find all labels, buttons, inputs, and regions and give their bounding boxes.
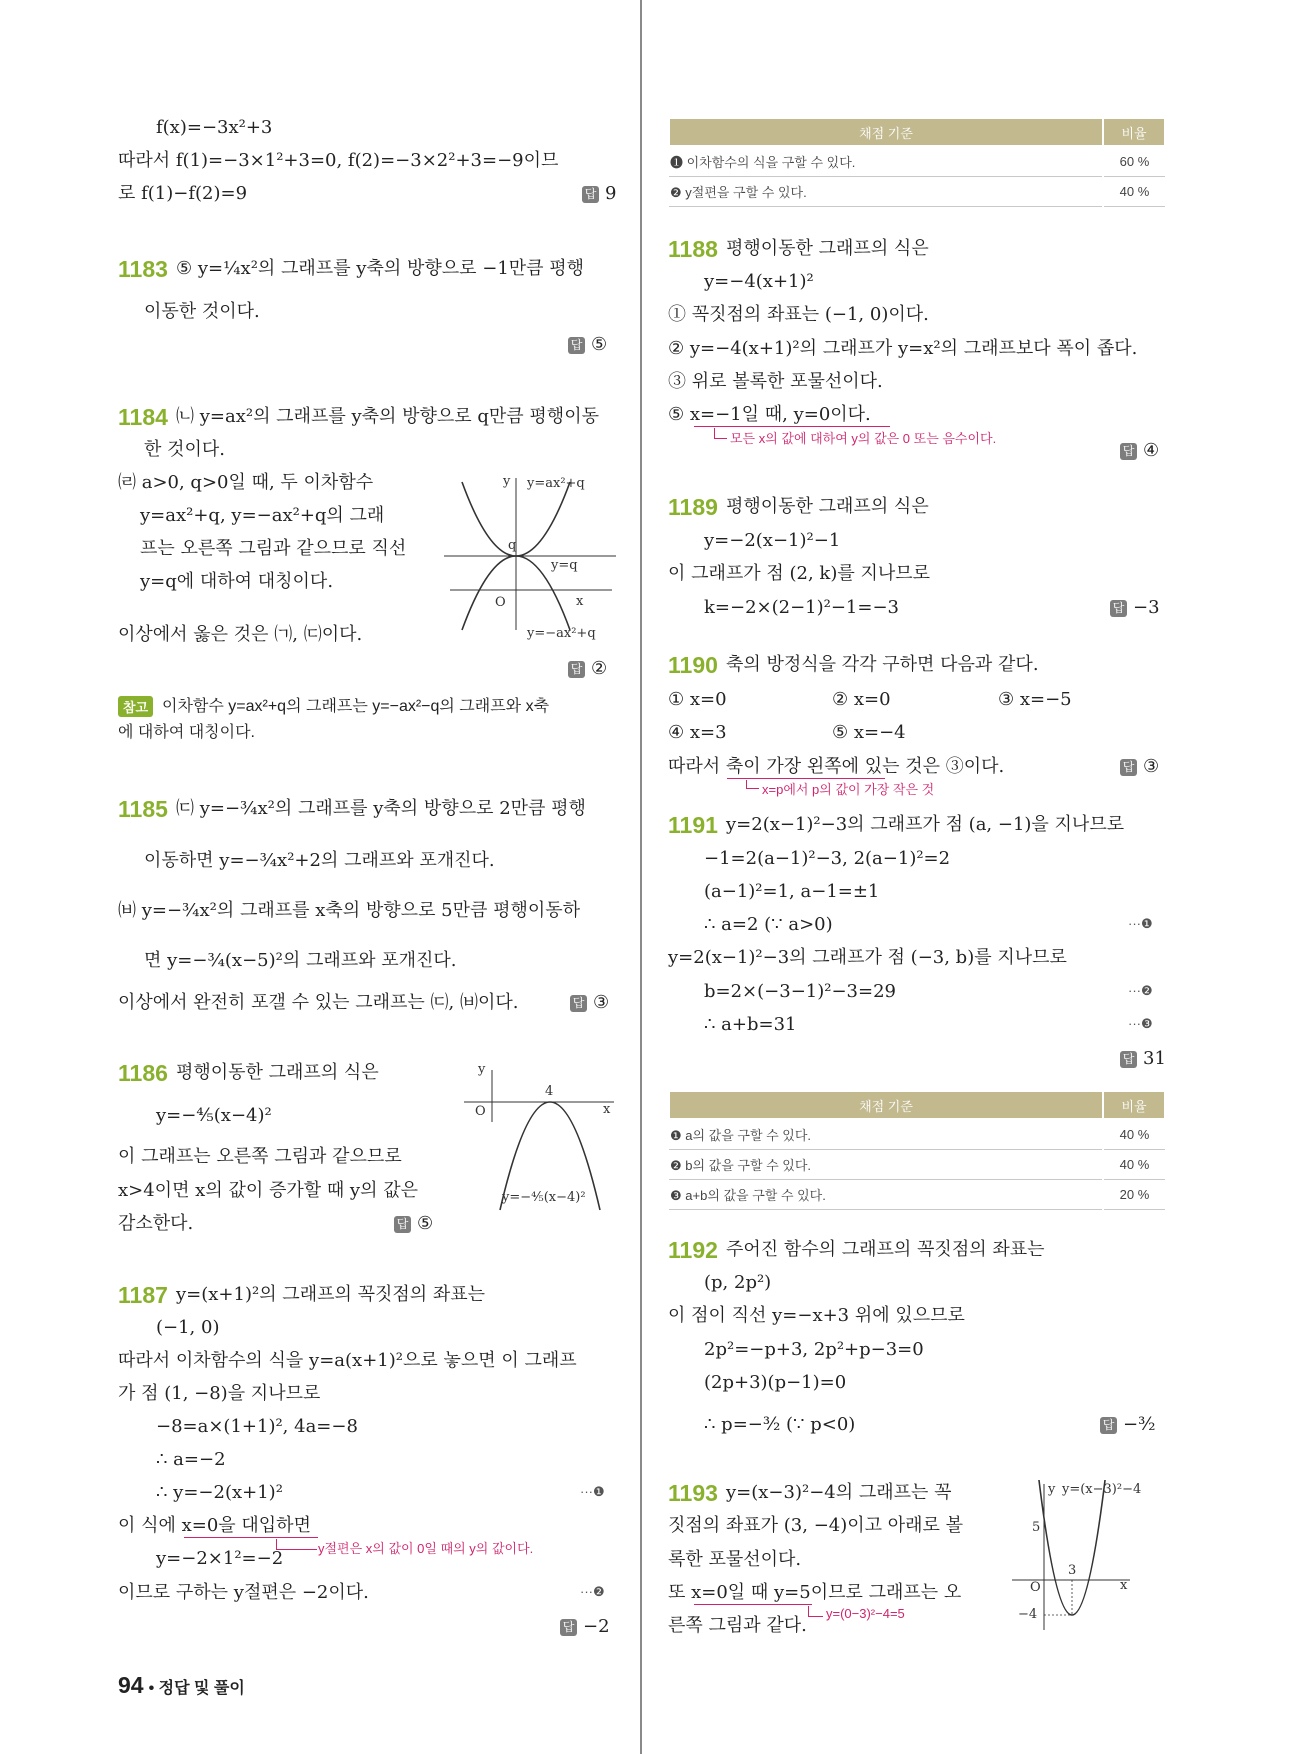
answer-value: ⑤ xyxy=(591,334,608,355)
table-cell: 60 % xyxy=(1103,146,1165,177)
vertex-label: 4 xyxy=(545,1084,554,1099)
text-line: 따라서 이차함수의 식을 y=a(x+1)²으로 놓으면 이 그래프 xyxy=(118,1350,577,1371)
text-line: (a−1)²=1, a−1=±1 xyxy=(704,881,880,902)
answer xyxy=(1110,595,1160,621)
problem-number: 1191 xyxy=(668,812,718,838)
problem-number: 1186 xyxy=(118,1060,168,1086)
text-line: (2p+3)(p−1)=0 xyxy=(704,1372,847,1393)
text-line: b=2×(−3−1)²−3=29 xyxy=(704,981,896,1002)
table-cell: ❷ b의 값을 구할 수 있다. xyxy=(669,1150,1103,1180)
table-header: 채점 기준 xyxy=(669,118,1103,146)
text-line: ㈅ y=−¾x²의 그래프를 x축의 방향으로 5만큼 평행이동하 xyxy=(118,900,581,921)
choice: ① x=0 xyxy=(668,689,727,710)
x-axis-label: x xyxy=(603,1102,611,1117)
answer-icon: 답 xyxy=(582,186,599,203)
answer-value: ⑤ xyxy=(417,1213,434,1234)
x3-label: 3 xyxy=(1068,1563,1077,1578)
answer-icon: 답 xyxy=(570,995,587,1012)
table-row xyxy=(669,1119,1165,1150)
text-line: ① 꼭짓점의 좌표는 (−1, 0)이다. xyxy=(668,304,929,325)
tip-text: 에 대하여 대칭이다. xyxy=(118,724,255,741)
text-line: 이 식에 x=0을 대입하면 xyxy=(118,1515,311,1536)
y-intercept-label: 5 xyxy=(1032,1520,1041,1535)
answer-icon: 답 xyxy=(1120,1051,1137,1068)
origin-label: O xyxy=(475,1104,486,1119)
table-row xyxy=(669,177,1165,207)
underline xyxy=(184,1537,318,1538)
answer-icon: 답 xyxy=(560,1619,577,1636)
table-header: 비율 xyxy=(1103,1091,1165,1119)
text-line: 감소한다. xyxy=(118,1213,194,1234)
note: 모든 x의 값에 대하여 y의 값은 0 또는 음수이다. xyxy=(730,431,997,446)
text-line: y=ax²+q, y=−ax²+q의 그래 xyxy=(140,505,385,526)
text-line: −1=2(a−1)²−3, 2(a−1)²=2 xyxy=(704,848,951,869)
answer-icon: 답 xyxy=(1120,759,1137,776)
text-line: ㈁ y=ax²의 그래프를 y축의 방향으로 q만큼 평행이동 xyxy=(176,406,599,427)
scoring-table xyxy=(668,117,1166,207)
step-marker: ···❸ xyxy=(1128,1016,1153,1031)
origin-label: O xyxy=(495,595,506,610)
text-line: ∴ a=−2 xyxy=(156,1449,226,1470)
text-line: x>4이면 x의 값이 증가할 때 y의 값은 xyxy=(118,1180,418,1201)
choice: ③ x=−5 xyxy=(998,689,1072,710)
answer xyxy=(1100,1412,1156,1438)
footer-title: • 정답 및 풀이 xyxy=(148,1680,245,1697)
table-cell: 40 % xyxy=(1103,177,1165,207)
answer-value: ④ xyxy=(1143,440,1160,461)
table-row xyxy=(669,1180,1165,1210)
text-line: y=−⁴⁄₅(x−4)² xyxy=(156,1105,272,1126)
page-number: 94 xyxy=(118,1672,144,1698)
text-line: ㈃ a>0, q>0일 때, 두 이차함수 xyxy=(118,472,374,493)
text-line: 2p²=−p+3, 2p²+p−3=0 xyxy=(704,1339,924,1360)
text-line: ∴ a+b=31 xyxy=(704,1014,797,1035)
answer xyxy=(1120,754,1159,780)
tip-text: 이차함수 y=ax²+q의 그래프는 y=−ax²−q의 그래프와 x축 xyxy=(162,698,550,715)
note: y=(0−3)²−4=5 xyxy=(826,1606,905,1621)
column-divider xyxy=(640,0,642,1754)
text-line: y=(x−3)²−4의 그래프는 꼭 xyxy=(726,1482,952,1503)
text-line: 한 것이다. xyxy=(144,439,225,460)
curve-label: y=−⁴⁄₅(x−4)² xyxy=(502,1190,586,1205)
problem-number: 1187 xyxy=(118,1282,168,1308)
underline xyxy=(694,426,890,427)
table-cell: ❸ a+b의 값을 구할 수 있다. xyxy=(669,1180,1103,1210)
text-line: 따라서 축이 가장 왼쪽에 있는 것은 ③이다. xyxy=(668,756,1005,777)
problem-number: 1183 xyxy=(118,256,168,282)
problem-number: 1184 xyxy=(118,404,168,430)
curve-label: y=ax²+q xyxy=(527,476,585,491)
table-row xyxy=(669,1150,1165,1180)
text-line: 평행이동한 그래프의 식은 xyxy=(176,1062,379,1083)
text-line: k=−2×(2−1)²−1=−3 xyxy=(704,597,900,618)
text-line: 가 점 (1, −8)을 지나므로 xyxy=(118,1383,321,1404)
page-footer xyxy=(118,1672,245,1699)
note-connector xyxy=(714,428,727,439)
choice: ④ x=3 xyxy=(668,722,727,743)
answer-value: ③ xyxy=(593,992,610,1013)
text-line: 로 f(1)−f(2)=9 xyxy=(118,183,248,204)
answer-icon: 답 xyxy=(568,661,585,678)
table-cell: ❷ y절편을 구할 수 있다. xyxy=(669,177,1103,207)
text-line: 축의 방정식을 각각 구하면 다음과 같다. xyxy=(726,654,1039,675)
graph-1184 xyxy=(440,470,620,640)
text-line: y=−2(x−1)²−1 xyxy=(704,530,841,551)
curve-label: y=(x−3)²−4 xyxy=(1062,1482,1142,1497)
line-label: y=q xyxy=(551,558,578,573)
problem-number: 1190 xyxy=(668,652,718,678)
underline xyxy=(694,1604,812,1605)
answer-value: −2 xyxy=(583,1616,610,1637)
text-line: 이동하면 y=−¾x²+2의 그래프와 포개진다. xyxy=(144,850,495,871)
x-axis-label: x xyxy=(1120,1578,1128,1593)
text-line: y=−2×1²=−2 xyxy=(156,1548,284,1569)
curve-label: y=−ax²+q xyxy=(527,626,596,641)
problem-number: 1188 xyxy=(668,236,718,262)
step-marker: ···❷ xyxy=(1128,983,1153,998)
answer xyxy=(568,656,607,682)
text-line: 이 그래프는 오른쪽 그림과 같으므로 xyxy=(118,1146,402,1167)
choice: ② x=0 xyxy=(832,689,891,710)
answer-value: −³⁄₂ xyxy=(1123,1414,1156,1435)
text-line: 른쪽 그림과 같다. xyxy=(668,1615,807,1636)
step-marker: ···❷ xyxy=(580,1584,605,1599)
answer xyxy=(560,1614,610,1640)
table-cell: 40 % xyxy=(1103,1119,1165,1150)
note: x=p에서 p의 값이 가장 작은 것 xyxy=(762,782,935,797)
text-line: 이상에서 완전히 포갤 수 있는 그래프는 ㈂, ㈅이다. xyxy=(118,992,519,1013)
text-line: f(x)=−3x²+3 xyxy=(156,117,273,138)
text-line: ∴ p=−³⁄₂ (∵ p<0) xyxy=(704,1414,856,1435)
note-connector xyxy=(808,1606,823,1617)
choice: ⑤ x=−4 xyxy=(832,722,906,743)
text-line: ② y=−4(x+1)²의 그래프가 y=x²의 그래프보다 폭이 좁다. xyxy=(668,338,1138,359)
text-line: (−1, 0) xyxy=(156,1317,220,1338)
answer-value: ② xyxy=(591,658,608,679)
table-cell: 20 % xyxy=(1103,1180,1165,1210)
y-axis-label: y xyxy=(478,1062,486,1077)
text-line: 따라서 f(1)=−3×1²+3=0, f(2)=−3×2²+3=−9이므 xyxy=(118,150,559,171)
text-line: 록한 포물선이다. xyxy=(668,1549,802,1570)
text-line: ∴ a=2 (∵ a>0) xyxy=(704,914,833,935)
text-line: y=−4(x+1)² xyxy=(704,271,814,292)
problem-number: 1189 xyxy=(668,494,718,520)
text-line: (p, 2p²) xyxy=(704,1272,772,1293)
table-row xyxy=(669,146,1165,177)
text-line: y=q에 대하여 대칭이다. xyxy=(140,571,334,592)
text-line: 평행이동한 그래프의 식은 xyxy=(726,238,929,259)
step-marker: ···❶ xyxy=(1128,916,1153,931)
text-line: 이 그래프가 점 (2, k)를 지나므로 xyxy=(668,563,931,584)
answer-icon: 답 xyxy=(394,1216,411,1233)
parabola xyxy=(1038,1480,1106,1615)
origin-label: O xyxy=(1030,1580,1041,1595)
answer-icon: 답 xyxy=(1100,1417,1117,1434)
answer-value: 9 xyxy=(605,183,617,204)
answer-value: −3 xyxy=(1133,597,1160,618)
text-line: −8=a×(1+1)², 4a=−8 xyxy=(156,1416,358,1437)
y-axis-label: y xyxy=(1048,1482,1056,1497)
text-line: ⑤ y=¼x²의 그래프를 y축의 방향으로 −1만큼 평행 xyxy=(176,258,585,279)
table-cell: ❶ a의 값을 구할 수 있다. xyxy=(669,1119,1103,1150)
problem-number: 1192 xyxy=(668,1237,718,1263)
answer-icon: 답 xyxy=(1110,600,1127,617)
answer-value: 31 xyxy=(1143,1048,1166,1069)
text-line: y=2(x−1)²−3의 그래프가 점 (−3, b)를 지나므로 xyxy=(668,947,1067,968)
text-line: 면 y=−¾(x−5)²의 그래프와 포개진다. xyxy=(144,950,457,971)
text-line: 이 점이 직선 y=−x+3 위에 있으므로 xyxy=(668,1305,965,1326)
vertex-y-label: −4 xyxy=(1018,1607,1038,1622)
text-line: ⑤ x=−1일 때, y=0이다. xyxy=(668,404,871,425)
text-line: ㈂ y=−¾x²의 그래프를 y축의 방향으로 2만큼 평행 xyxy=(176,798,586,819)
text-line: 이상에서 옳은 것은 ㈀, ㈂이다. xyxy=(118,624,363,645)
answer-icon: 답 xyxy=(568,337,585,354)
text-line: 또 x=0일 때 y=5이므로 그래프는 오 xyxy=(668,1582,962,1603)
step-marker: ···❶ xyxy=(580,1484,605,1499)
answer xyxy=(394,1211,433,1237)
answer xyxy=(568,332,607,358)
y-axis-label: y xyxy=(503,474,511,489)
table-header: 비율 xyxy=(1103,118,1165,146)
note: y절편은 x의 값이 0일 때의 y의 값이다. xyxy=(318,1541,534,1556)
answer xyxy=(582,181,616,207)
text-line: ③ 위로 볼록한 포물선이다. xyxy=(668,371,883,392)
answer xyxy=(1120,438,1159,464)
text-line: 프는 오른쪽 그림과 같으므로 직선 xyxy=(140,538,407,559)
text-line: 평행이동한 그래프의 식은 xyxy=(726,496,929,517)
answer-icon: 답 xyxy=(1120,443,1137,460)
tip-badge: 참고 xyxy=(118,696,153,717)
answer-value: ③ xyxy=(1143,756,1160,777)
answer xyxy=(1120,1046,1166,1072)
text-line: y=(x+1)²의 그래프의 꼭짓점의 좌표는 xyxy=(176,1284,486,1305)
text-line: 이동한 것이다. xyxy=(144,301,260,322)
table-header: 채점 기준 xyxy=(669,1091,1103,1119)
problem-number: 1185 xyxy=(118,796,168,822)
answer xyxy=(570,990,609,1016)
q-label: q xyxy=(508,538,517,553)
text-line: 이므로 구하는 y절편은 −2이다. xyxy=(118,1582,369,1603)
note-connector xyxy=(746,780,759,789)
x-axis-label: x xyxy=(576,594,584,609)
text-line: ∴ y=−2(x+1)² xyxy=(156,1482,283,1503)
table-cell: 40 % xyxy=(1103,1150,1165,1180)
text-line: 짓점의 좌표가 (3, −4)이고 아래로 볼 xyxy=(668,1515,964,1536)
text-line: y=2(x−1)²−3의 그래프가 점 (a, −1)을 지나므로 xyxy=(726,814,1125,835)
text-line: 주어진 함수의 그래프의 꼭짓점의 좌표는 xyxy=(726,1239,1045,1260)
scoring-table xyxy=(668,1090,1166,1210)
table-cell: ❶ 이차함수의 식을 구할 수 있다. xyxy=(669,146,1103,177)
problem-number: 1193 xyxy=(668,1480,718,1506)
